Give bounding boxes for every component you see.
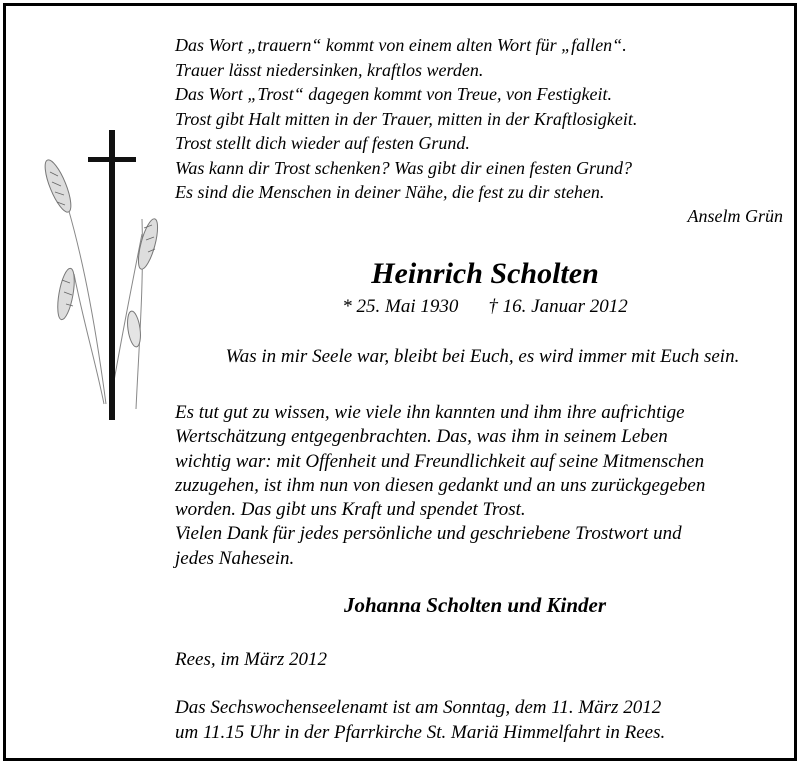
- poem-line: Was kann dir Trost schenken? Was gibt dir einen festen Grund?: [175, 157, 632, 178]
- thanks-paragraph: [175, 401, 790, 571]
- mass-notice: [175, 696, 790, 745]
- thanks-line: Es tut gut zu wissen, wie viele ihn kannten und ihm ihre aufrichtige: [175, 402, 685, 423]
- poem-line: Es sind die Menschen in deiner Nähe, die fest zu dir stehen.: [175, 182, 605, 202]
- poem-line: Trost stellt dich wieder auf festen Grund.: [175, 133, 470, 153]
- deceased-name: Heinrich Scholten: [371, 257, 599, 290]
- poem-line: Trauer lässt niedersinken, kraftlos werden.: [175, 59, 484, 80]
- birth-date: * 25. Mai 1930: [342, 296, 459, 317]
- mass-line: Das Sechswochenseelenamt ist am Sonntag, dem 11. März 2012: [175, 697, 662, 718]
- mass-line: um 11.15 Uhr in der Pfarrkirche St. Mariä Himmelfahrt in Rees.: [175, 721, 666, 743]
- family-signature: Johanna Scholten und Kinder: [343, 593, 606, 617]
- poem-line: Trost gibt Halt mitten in der Trauer, mitten in der Kraftlosigkeit.: [175, 108, 638, 129]
- thanks-line: Vielen Dank für jedes persönliche und geschriebene Trostwort und: [175, 523, 682, 545]
- poem-line: Das Wort „trauern“ kommt von einem alten Wort für „fallen“.: [175, 35, 627, 55]
- thanks-line: jedes Nahesein.: [175, 547, 295, 569]
- death-date: † 16. Januar 2012: [488, 296, 628, 317]
- cross-wheat-icon: [24, 124, 174, 424]
- thanks-line: worden. Das gibt uns Kraft und spendet Trost.: [175, 499, 526, 521]
- thanks-line: wichtig war: mit Offenheit und Freundlichkeit auf seine Mitmenschen: [175, 450, 705, 472]
- poem-author: Anselm Grün: [687, 206, 783, 226]
- place-date: Rees, im März 2012: [175, 649, 327, 670]
- poem-line: Das Wort „Trost“ dagegen kommt von Treue, von Festigkeit.: [175, 84, 612, 104]
- memorial-quote: Was in mir Seele war, bleibt bei Euch, es wird immer mit Euch sein.: [225, 346, 740, 367]
- poem: [175, 33, 787, 205]
- thanks-line: zuzugehen, ist ihm nun von diesen gedankt und an uns zurückgegeben: [175, 474, 706, 496]
- thanks-line: Wertschätzung entgegenbrachten. Das, was ihm in seinem Leben: [175, 426, 668, 448]
- life-dates: [175, 296, 795, 318]
- obituary-notice: [3, 3, 797, 761]
